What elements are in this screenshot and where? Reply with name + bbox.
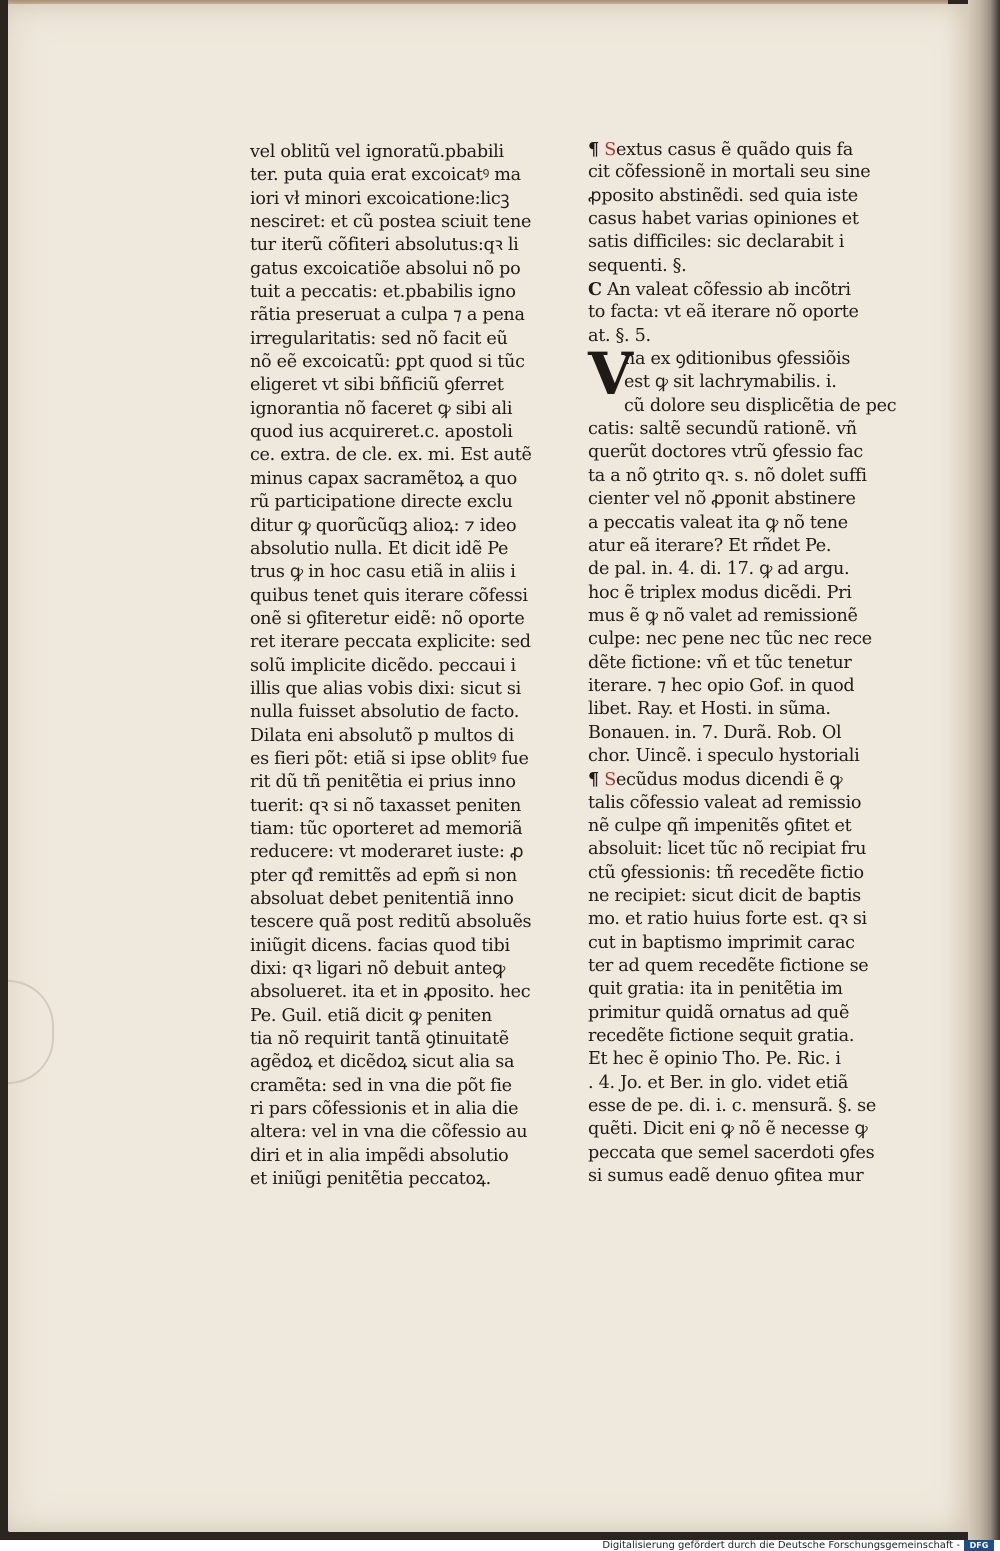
text-line-content: mus ẽ ꝙ nõ valet ad remissionẽ <box>588 605 858 626</box>
text-line: rũ participatione directe exclu <box>250 492 513 513</box>
text-line: dixi: qꝛ ligari nõ debuit anteꝙ <box>250 959 506 980</box>
book-fore-edge <box>968 0 1000 1540</box>
text-line <box>588 582 898 605</box>
text-line <box>588 161 898 184</box>
text-line: quibus tenet quis iterare cõfessi <box>250 585 528 606</box>
text-line <box>588 908 898 931</box>
decorated-initial: V <box>588 340 633 409</box>
text-line-content: de pal. in. 4. di. 17. ꝙ ad argu. <box>588 559 850 580</box>
text-line: iori vł minori excoicatione:licꝫ <box>250 188 510 209</box>
text-line <box>588 512 898 535</box>
text-line <box>588 558 898 581</box>
text-line: tuerit: qꝛ si nõ taxasset peniten <box>250 795 522 816</box>
text-line-content: cũ dolore seu displicẽtia de pec <box>624 395 897 416</box>
text-line <box>588 418 898 441</box>
text-line <box>588 441 898 464</box>
text-line <box>588 978 898 1001</box>
text-line <box>588 722 898 745</box>
text-line: agẽdoꝝ et dicẽdoꝝ sicut alia sa <box>250 1052 515 1073</box>
text-line: ri pars cõfessionis et in alia die <box>250 1099 519 1120</box>
text-line: tur iterũ cõfiteri absolutus:qꝛ li <box>250 235 519 256</box>
text-line-content: ꝓposito abstinẽdi. sed quia iste <box>588 185 858 206</box>
text-line: absoluat debet penitentiã inno <box>250 889 514 909</box>
text-line <box>588 838 898 861</box>
text-line-content: chor. Uincẽ. i speculo hystoriali <box>588 745 860 766</box>
text-line-content: dẽte fictione: vñ et tũc tenetur <box>588 652 852 673</box>
text-line-content: ne recipiet: sicut dicit de baptis <box>588 886 861 906</box>
text-line-content: to facta: vt eã iterare nõ oporte <box>588 302 859 323</box>
text-line-content: quit gratia: ita in penitẽtia im <box>588 979 843 1000</box>
text-line: absolutio nulla. Et dicit idẽ Pe <box>250 538 509 559</box>
text-column-left <box>250 141 560 1191</box>
text-line-content: hoc ẽ triplex modus dicẽdi. Pri <box>588 582 852 603</box>
text-line <box>588 488 898 511</box>
text-line: minus capax sacramẽtoꝝ a quo <box>250 468 517 489</box>
text-line: nesciret: et cũ postea sciuit tene <box>250 212 532 233</box>
text-line-content: atur eã iterare? Et rñdet Pe. <box>588 535 832 556</box>
text-line <box>588 1118 898 1141</box>
text-line: solũ implicite dicẽdo. peccaui i <box>250 655 516 676</box>
text-line <box>588 1002 898 1025</box>
text-line: rãtia preseruat a culpa ⁊ a pena <box>250 305 525 326</box>
text-line: tescere quã post reditũ absoluẽs <box>250 912 532 933</box>
text-line <box>588 231 898 254</box>
text-line <box>588 395 898 418</box>
text-line-content: si sumus eadẽ denuo ꝯfitea mur <box>588 1166 864 1187</box>
text-line: onẽ si ꝯfiteretur eidẽ: nõ oporte <box>250 608 525 629</box>
text-line: absolueret. ita et in ꝓposito. hec <box>250 982 531 1003</box>
text-line: tuit a peccatis: et.pbabilis igno <box>250 282 516 303</box>
text-line: eligeret vt sibi bñficiũ ꝯferret <box>250 375 504 396</box>
text-line-content: An valeat cõfessio ab incõtri <box>607 280 851 301</box>
dfg-logo: DFG <box>964 1540 994 1551</box>
text-line: cramẽta: sed in vna die põt fie <box>250 1075 512 1096</box>
text-line: trus ꝙ in hoc casu etiã in aliis i <box>250 562 516 583</box>
text-line <box>588 698 898 721</box>
text-line-content: peccata que semel sacerdoti ꝯfes <box>588 1142 875 1163</box>
text-line: tiam: tũc oporteret ad memoriã <box>250 818 523 839</box>
text-line-content: talis cõfessio valeat ad remissio <box>588 792 862 813</box>
text-line-content: Bonauen. in. 7. Durã. Rob. Ol <box>588 722 842 743</box>
text-line-content: primitur quidã ornatus ad quẽ <box>588 1002 850 1023</box>
text-line <box>588 1165 898 1188</box>
text-line <box>588 1095 898 1118</box>
text-line <box>588 675 898 698</box>
text-line: es fieri põt: etiã si ipse oblitꝰ fue <box>250 748 529 769</box>
text-line-content: satis difficiles: sic declarabit i <box>588 232 845 253</box>
text-line: Pe. Guil. etiã dicit ꝙ peniten <box>250 1005 492 1026</box>
text-line <box>588 768 898 791</box>
text-line-content: iterare. ⁊ hec opio Gof. in quod <box>588 675 855 696</box>
text-line: ce. extra. de cle. ex. mi. Est autẽ <box>250 445 532 466</box>
text-line-content: ta a nõ ꝯtrito qꝛ. s. nõ dolet suffi <box>588 465 867 486</box>
text-line: irregularitatis: sed nõ facit eũ <box>250 328 508 349</box>
text-line <box>588 185 898 208</box>
text-line-content: culpe: nec pene nec tũc nec rece <box>588 629 872 650</box>
text-line: ditur ꝙ quorũcũqꝫ alioꝝ: ⁊ ideo <box>250 515 517 536</box>
text-line <box>588 301 898 324</box>
text-line-content: ecũdus modus dicendi ẽ ꝙ <box>615 770 843 791</box>
text-line <box>588 792 898 815</box>
text-line <box>588 1025 898 1048</box>
text-line <box>588 1072 898 1095</box>
text-line: et iniũgi penitẽtia peccatoꝝ. <box>250 1169 491 1190</box>
text-line: quod ius acquireret.c. apostoli <box>250 422 513 443</box>
text-line-content: sequenti. §. <box>588 255 687 276</box>
text-line-content: a peccatis valeat ita ꝙ nõ tene <box>588 512 848 533</box>
text-line: gatus excoicatiõe absolui nõ po <box>250 258 521 279</box>
text-line: reducere: vt moderaret iuste: ꝓ <box>250 842 524 863</box>
text-line <box>588 138 898 161</box>
text-line: tia nõ requirit tantã ꝯtinuitatẽ <box>250 1029 509 1050</box>
text-line <box>588 1048 898 1071</box>
text-line <box>588 862 898 885</box>
text-line <box>588 885 898 908</box>
text-line: Dilata eni absolutõ p multos di <box>250 725 514 746</box>
text-line: altera: vel in vna die cõfessio au <box>250 1122 528 1143</box>
text-line-content: ctũ ꝯfessionis: tñ recedẽte fictio <box>588 862 864 883</box>
text-line <box>588 628 898 651</box>
paragraph-mark: ¶ <box>588 139 599 160</box>
paragraph-mark: ¶ <box>588 769 599 791</box>
text-line <box>588 371 898 394</box>
text-line <box>588 348 898 371</box>
text-line-content: at. §. 5. <box>588 325 651 346</box>
text-line <box>588 1142 898 1165</box>
text-line-content: casus habet varias opiniones et <box>588 209 859 230</box>
funding-credit: Digitalisierung gefördert durch die Deutsche Forschungsgemeinschaft - <box>602 1540 960 1551</box>
text-line-content: absoluit: licet tũc nõ recipiat fru <box>588 839 867 860</box>
text-line: ignorantia nõ faceret ꝙ sibi ali <box>250 398 513 419</box>
text-line-content: libet. Ray. et Hosti. in sũma. <box>588 699 831 720</box>
text-line-content: querũt doctores vtrũ ꝯfessio fac <box>588 442 863 463</box>
text-line <box>588 465 898 488</box>
text-line <box>588 325 898 348</box>
text-line-content: cut in baptismo imprimit carac <box>588 932 855 953</box>
text-line <box>588 745 898 768</box>
text-line <box>588 278 898 301</box>
text-line: vel oblitũ vel ignoratũ.pbabili <box>250 142 504 162</box>
text-line-content: . 4. Jo. et Ber. in glo. videt etiã <box>588 1072 849 1093</box>
rubricated-letter: S <box>604 770 616 791</box>
text-line <box>588 955 898 978</box>
text-line: illis que alias vobis dixi: sicut si <box>250 678 521 699</box>
text-line <box>588 605 898 628</box>
text-line <box>588 208 898 231</box>
paragraph-mark: C <box>588 279 602 301</box>
text-line-content: ter ad quem recedẽte fictione se <box>588 956 869 977</box>
text-line <box>588 535 898 558</box>
text-line-content: esse de pe. di. i. c. mensurã. §. se <box>588 1096 877 1117</box>
text-line-content: catis: saltẽ secundũ rationẽ. vñ <box>588 419 857 440</box>
text-line <box>588 255 898 278</box>
text-line-content: est ꝙ sit lachrymabilis. i. <box>624 372 837 393</box>
rubricated-letter: S <box>604 140 616 160</box>
text-line <box>588 932 898 955</box>
text-line: diri et in alia impẽdi absolutio <box>250 1145 509 1166</box>
text-line <box>588 815 898 838</box>
text-line-content: quẽti. Dicit eni ꝙ nõ ẽ necesse ꝙ <box>588 1119 868 1140</box>
text-line <box>588 652 898 675</box>
text-line-content: mo. et ratio huius forte est. qꝛ si <box>588 909 867 930</box>
text-line-content: na ex ꝯditionibus ꝯfessiõis <box>624 349 851 370</box>
text-line-content: extus casus ẽ quãdo quis fa <box>615 140 853 160</box>
text-line-content: cienter vel nõ ꝓponit abstinere <box>588 489 856 510</box>
text-column-right <box>588 138 898 1188</box>
text-line-content: nẽ culpe qñ impenitẽs ꝯfitet et <box>588 815 852 836</box>
text-line: nõ eẽ excoicatũ: ꝑpt quod si tũc <box>250 352 525 373</box>
text-line: pter qđ remittẽs ad epm̃ si non <box>250 865 517 886</box>
text-line-content: recedẽte fictione sequit gratia. <box>588 1026 855 1047</box>
text-line-content: Et hec ẽ opinio Tho. Pe. Ric. i <box>588 1049 841 1070</box>
text-line: rit dũ tñ penitẽtia ei prius inno <box>250 772 516 793</box>
text-line: iniũgit dicens. facias quod tibi <box>250 935 510 956</box>
text-line: ter. puta quia erat excoicatꝰ ma <box>250 165 521 186</box>
text-line: ret iterare peccata explicite: sed <box>250 632 531 653</box>
text-line-content: cit cõfessionẽ in mortali seu sine <box>588 162 871 183</box>
text-line: nulla fuisset absolutio de facto. <box>250 702 519 723</box>
